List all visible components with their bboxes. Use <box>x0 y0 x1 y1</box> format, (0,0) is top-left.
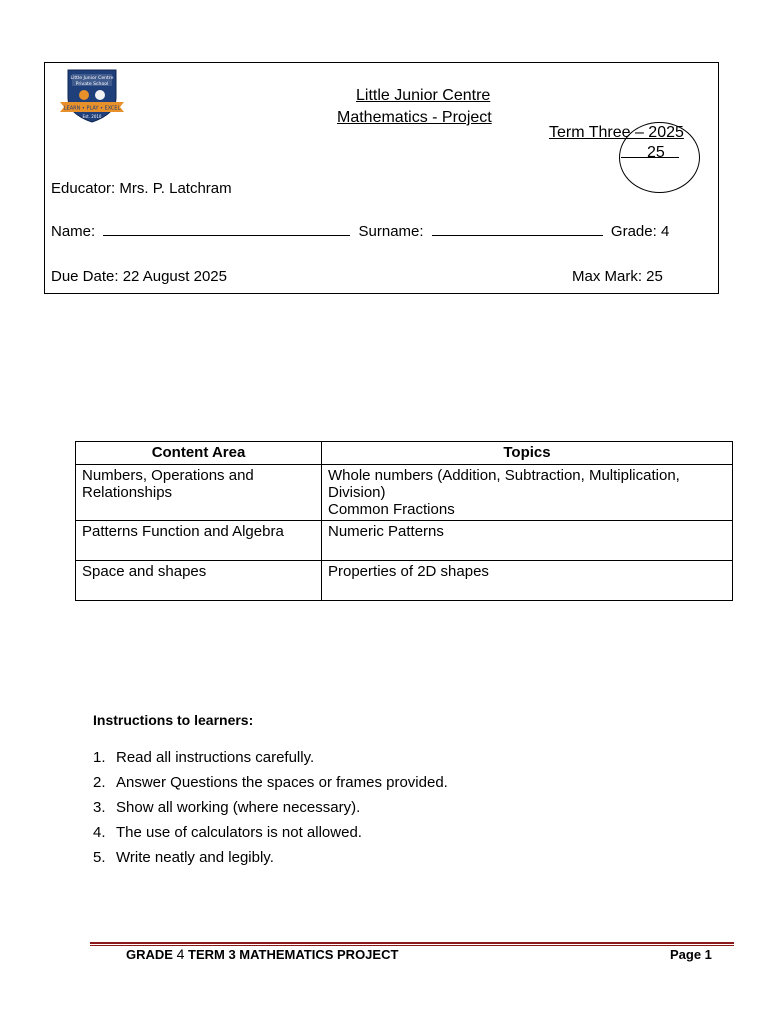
due-date: Due Date: 22 August 2025 <box>51 268 227 285</box>
footer-title <box>126 946 398 962</box>
logo-motto: LEARN • PLAY • EXCEL <box>63 105 121 112</box>
surname-label: Surname: <box>358 223 424 240</box>
name-row <box>51 221 669 240</box>
list-item: Answer Questions the spaces or frames provided. <box>116 774 448 791</box>
table-cell-topics <box>322 465 733 521</box>
table-row <box>76 465 733 521</box>
topic-item: Properties of 2D shapes <box>328 563 489 580</box>
max-mark: Max Mark: 25 <box>572 268 663 285</box>
topic-item: Whole numbers (Addition, Subtraction, Multiplication, Division) <box>328 467 680 501</box>
table-header-row <box>76 442 733 465</box>
list-item: Write neatly and legibly. <box>116 849 274 866</box>
footer-grade-num: 4 <box>176 946 185 962</box>
logo-school-sub: Private School <box>75 82 109 87</box>
score-total: 25 <box>647 144 665 161</box>
table-cell-area: Patterns Function and Algebra <box>76 521 322 561</box>
list-item: Show all working (where necessary). <box>116 799 361 816</box>
footer-grade-word: GRADE <box>126 947 173 962</box>
subject-title: Mathematics - Project <box>337 109 492 126</box>
table-header-topics: Topics <box>322 442 733 465</box>
grade-label: Grade: 4 <box>610 223 670 240</box>
instructions-list <box>93 745 448 870</box>
table-row <box>76 561 733 601</box>
table-cell-topics <box>322 561 733 601</box>
table-cell-topics <box>322 521 733 561</box>
table-header-area: Content Area <box>76 442 322 465</box>
content-table <box>75 441 733 601</box>
footer-title-rest: TERM 3 MATHEMATICS PROJECT <box>188 947 399 962</box>
footer-rule <box>90 942 734 944</box>
instructions-title: Instructions to learners: <box>93 712 254 728</box>
school-logo <box>58 66 126 124</box>
logo-established: Est. 2010 <box>82 114 102 119</box>
educator-label: Educator: Mrs. P. Latchram <box>51 180 232 197</box>
logo-school-name: Little Junior Centre <box>70 76 114 81</box>
term-label: Term Three – 2025 <box>549 124 684 141</box>
list-item: The use of calculators is not allowed. <box>116 824 362 841</box>
surname-blank[interactable] <box>432 221 603 236</box>
topic-item: Common Fractions <box>328 501 455 518</box>
page-number: Page 1 <box>670 947 712 962</box>
table-cell-area: Numbers, Operations and Relationships <box>76 465 322 521</box>
list-item: Read all instructions carefully. <box>116 749 315 766</box>
table-row <box>76 521 733 561</box>
topic-item: Numeric Patterns <box>328 523 444 540</box>
name-label: Name: <box>51 223 96 240</box>
name-blank[interactable] <box>103 221 350 236</box>
school-title: Little Junior Centre <box>356 87 491 104</box>
table-cell-area: Space and shapes <box>76 561 322 601</box>
